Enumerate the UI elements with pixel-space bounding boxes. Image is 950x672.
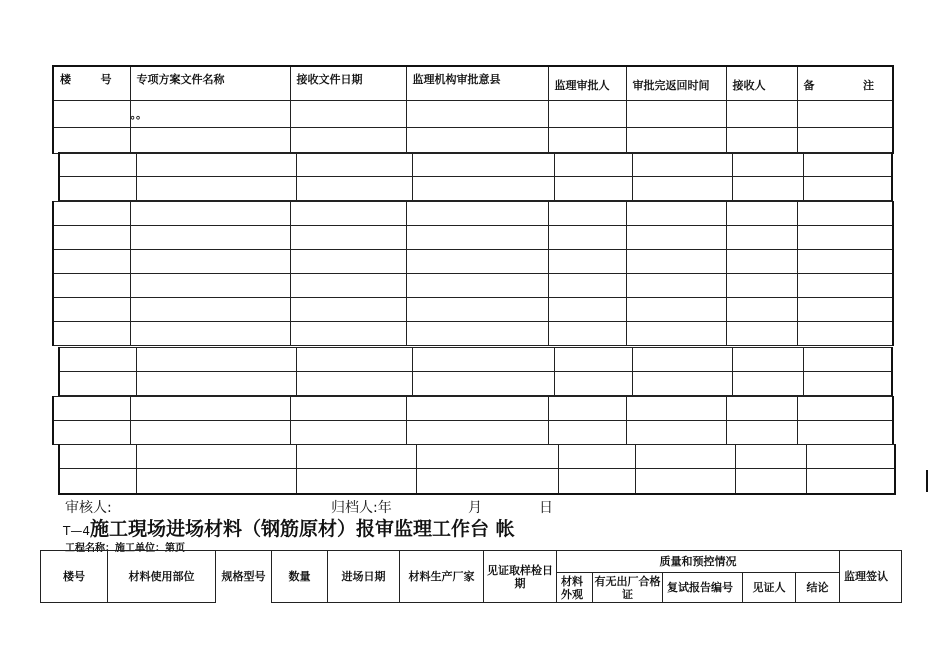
plan-name-cell: 。。: [130, 100, 290, 127]
register-table-segment: [52, 201, 894, 346]
table-row: [59, 153, 892, 177]
ledger-header-building: 楼号: [41, 551, 108, 603]
col-header-remarks: 备 注: [797, 66, 893, 100]
table-row: [53, 322, 893, 346]
col-header-plan-name: 专项方案文件名称: [130, 66, 290, 100]
table-row: [59, 348, 892, 372]
ledger-header-entry-date: 进场日期: [328, 551, 400, 603]
table-row: [59, 469, 895, 494]
col-header-approver: 监理审批人: [548, 66, 626, 100]
ledger-header-supervisor-sign: 监理签认: [840, 551, 902, 603]
ledger-header-witness-date: 见证取样检日期: [484, 551, 557, 603]
col-header-supervision-opinion: 监理机构审批意县: [406, 66, 548, 100]
table-row: [59, 445, 895, 469]
table-row: [59, 177, 892, 201]
register-table-segment: [58, 152, 893, 201]
project-line: 工程名称：施工单位：第页: [65, 543, 185, 554]
table-row: [53, 274, 893, 298]
table-row: [53, 397, 893, 421]
ledger-form-code: T—4: [63, 524, 90, 538]
reviewer-label: 审核人:: [65, 500, 112, 516]
table-row: [59, 372, 892, 396]
table-row: [53, 202, 893, 226]
table-row: [53, 250, 893, 274]
ledger-header-witness: 见证人: [743, 573, 796, 603]
register-table-segment: [58, 347, 893, 396]
register-table-header-block: [52, 65, 894, 154]
page-edge-mark: [926, 470, 928, 492]
col-header-building: 楼 号: [53, 66, 130, 100]
ledger-table: [40, 550, 902, 603]
table-row: [53, 127, 893, 153]
table-row: [53, 226, 893, 250]
ledger-header-quality-group: 质量和预控情况: [557, 551, 840, 573]
ledger-header-quantity: 数量: [272, 551, 328, 603]
month-label: 月: [468, 500, 482, 516]
ledger-header-certificate: 有无出厂合格证: [594, 574, 661, 601]
ledger-header-spec: 规格型号: [216, 551, 272, 603]
ledger-title-text: 施工現场进场材料（钢筋原材）报审监理工作台 帐: [89, 518, 515, 540]
register-table-segment: [52, 396, 894, 445]
table-row: [53, 421, 893, 445]
col-header-receive-date: 接收文件日期: [290, 66, 406, 100]
table-row: [53, 298, 893, 322]
col-header-return-time: 审批完返回时间: [626, 66, 726, 100]
ledger-header-conclusion: 结论: [796, 573, 840, 603]
col-header-receiver: 接收人: [726, 66, 797, 100]
table-row: [53, 100, 893, 127]
day-label: 日: [539, 500, 553, 516]
ledger-header-manufacturer: 材料生产厂家: [400, 551, 484, 603]
archiver-label: 归档人:年: [331, 500, 392, 516]
ledger-header-appearance: 材料外观: [557, 573, 593, 603]
ledger-header-retest-no: 复试报告编号: [663, 573, 743, 603]
ledger-title: [63, 514, 515, 541]
register-table-segment: [58, 444, 896, 495]
ledger-header-usage: 材料使用部位: [108, 551, 216, 603]
